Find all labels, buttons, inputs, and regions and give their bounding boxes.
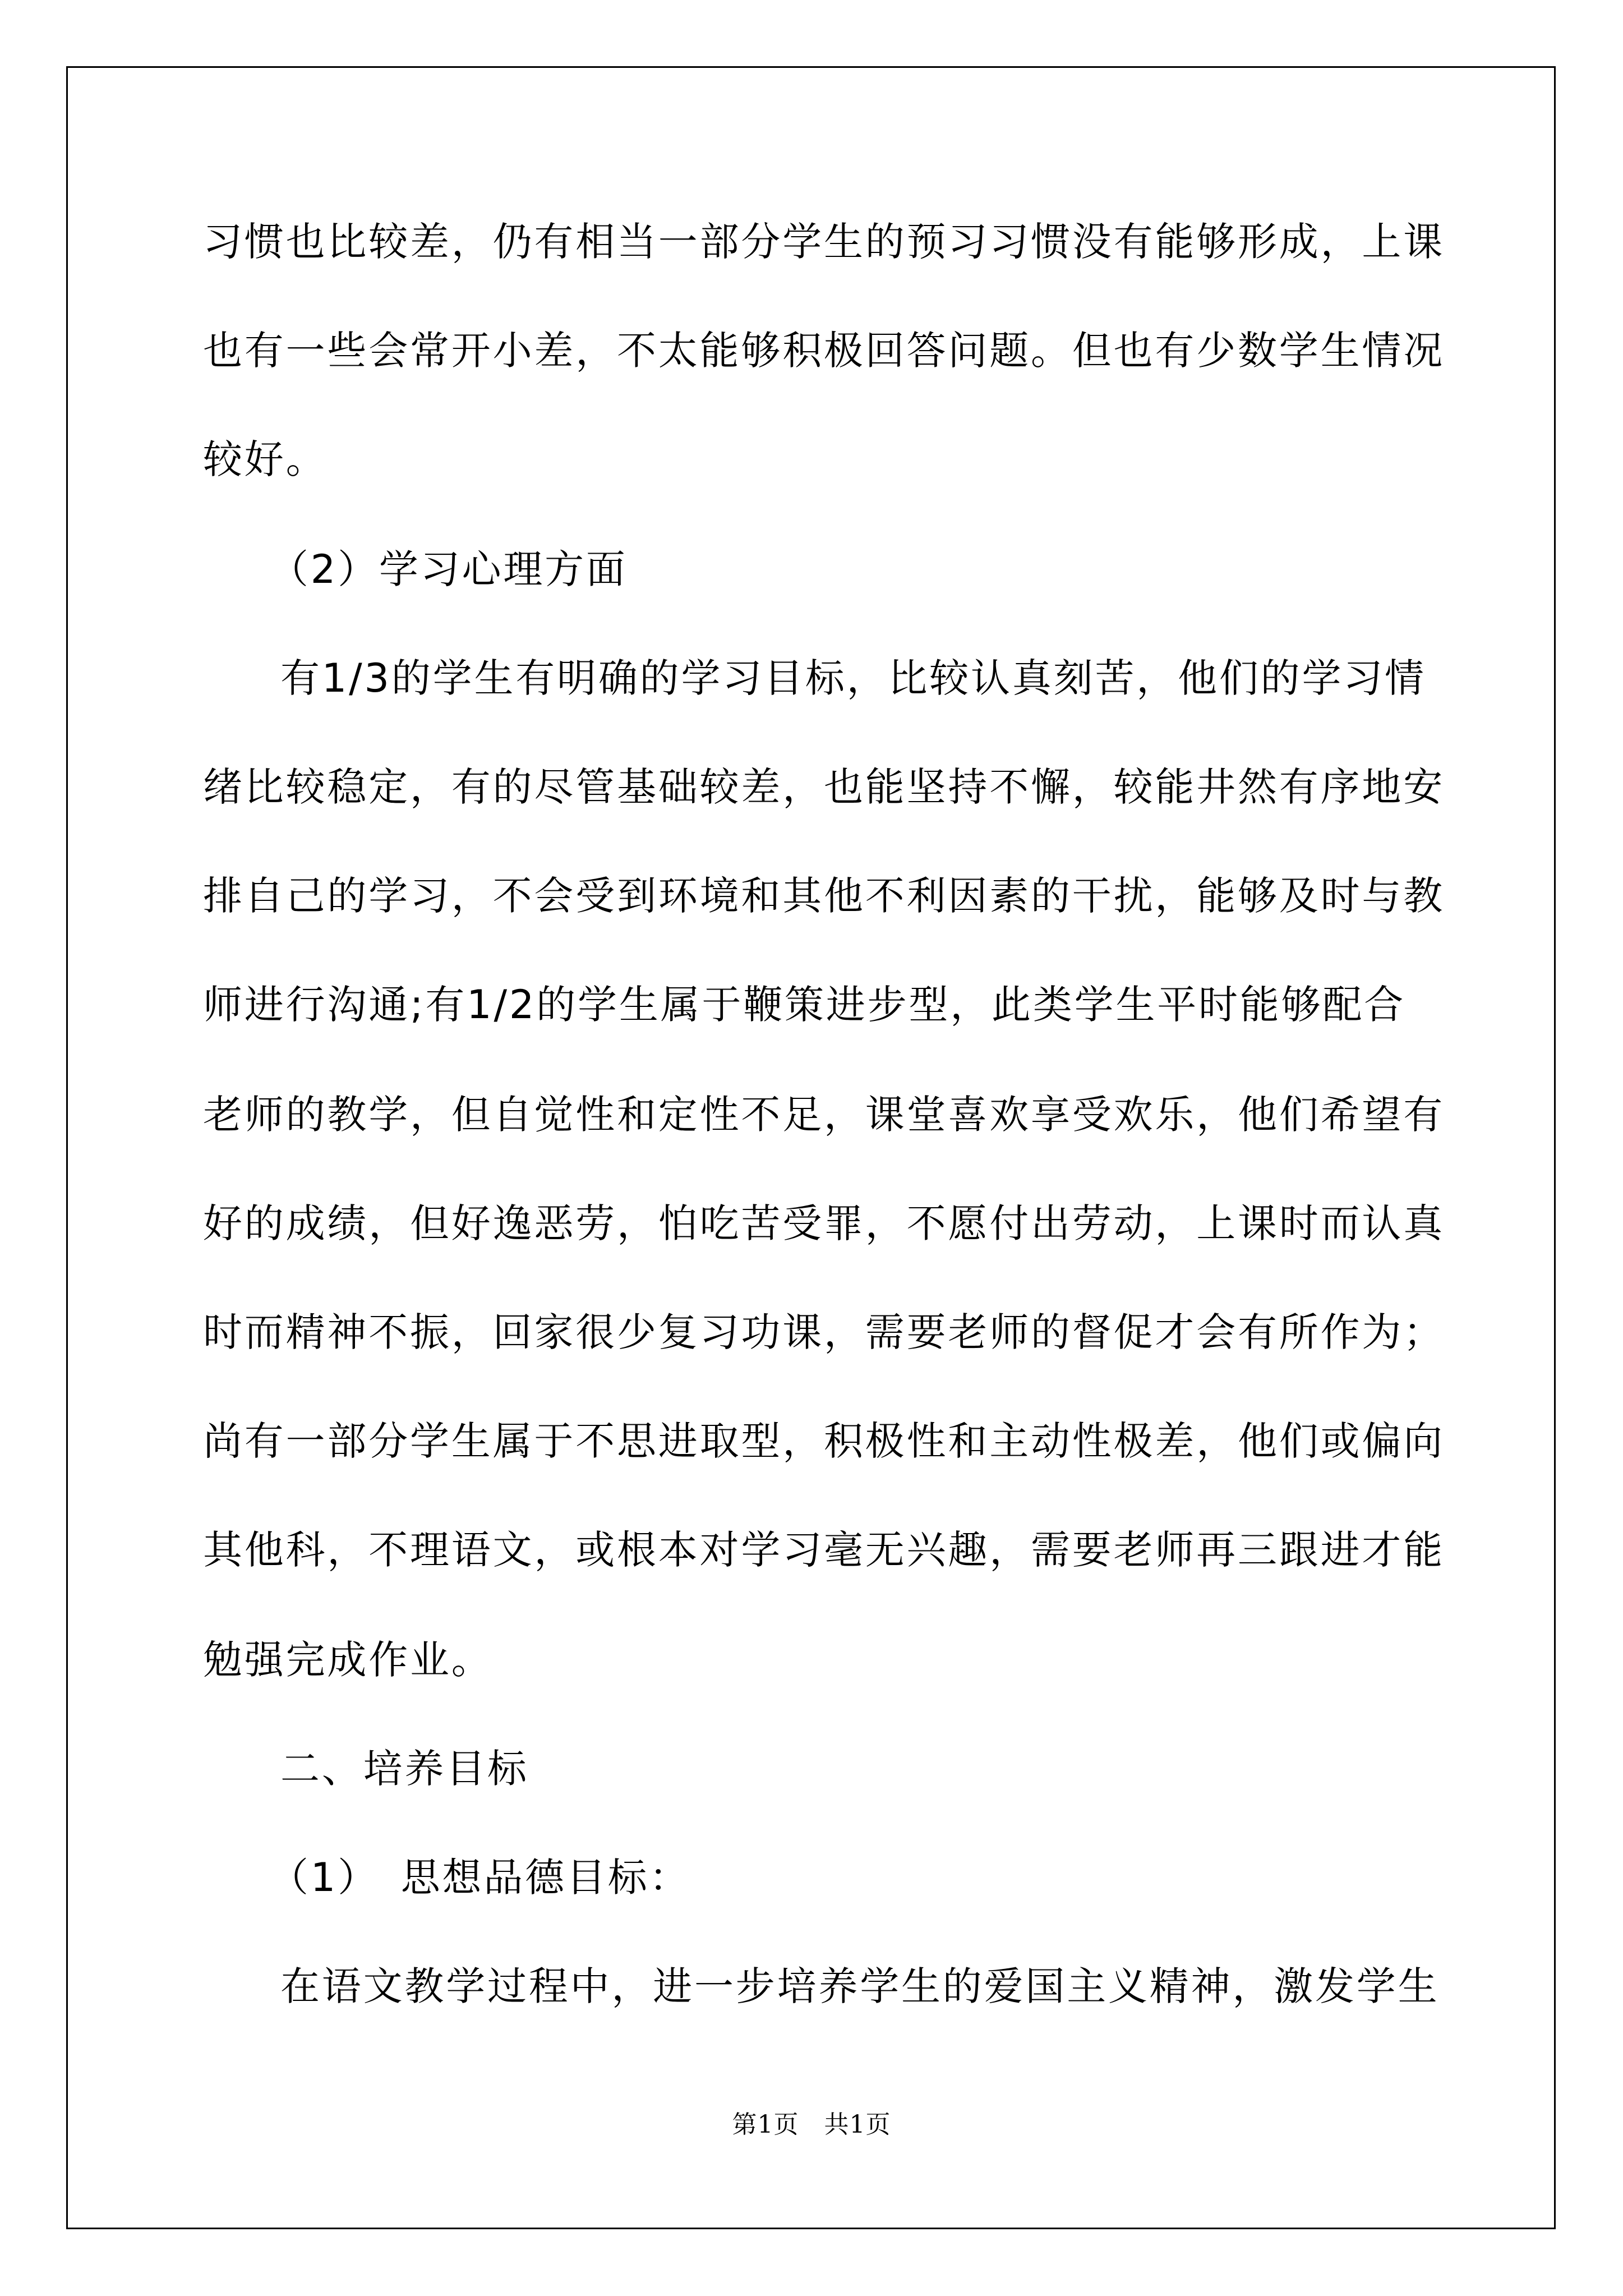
text-line: 时而精神不振，回家很少复习功课，需要老师的督促才会有所作为；: [203, 1309, 1445, 1355]
text-line: 其他科，不理语文，或根本对学习毫无兴趣，需要老师再三跟进才能: [203, 1527, 1445, 1573]
text-line: 老师的教学，但自觉性和定性不足，课堂喜欢享受欢乐，他们希望有: [203, 1092, 1445, 1138]
text-line: 在语文教学过程中，进一步培养学生的爱国主义精神，激发学生: [280, 1963, 1440, 2009]
section-heading: 二、培养目标: [280, 1746, 529, 1792]
text-line: 有1/3的学生有明确的学习目标，比较认真刻苦，他们的学习情: [280, 655, 1426, 701]
text-line: 绪比较稳定，有的尽管基础较差，也能坚持不懈，较能井然有序地安: [203, 764, 1445, 810]
text-line: 也有一些会常开小差，不太能够积极回答问题。但也有少数学生情况: [203, 328, 1445, 374]
text-line: 习惯也比较差，仍有相当一部分学生的预习习惯没有能够形成，上课: [203, 219, 1445, 265]
text-line: 好的成绩，但好逸恶劳，怕吃苦受罪，不愿付出劳动，上课时而认真: [203, 1200, 1445, 1246]
section-heading: （2）学习心理方面: [269, 546, 628, 592]
text-line: 尚有一部分学生属于不思进取型，积极性和主动性极差，他们或偏向: [203, 1418, 1445, 1464]
text-line: 较好。: [203, 436, 328, 482]
text-line: 师进行沟通;有1/2的学生属于鞭策进步型，此类学生平时能够配合: [203, 982, 1406, 1028]
subsection-heading: （1） 思想品德目标：: [269, 1855, 691, 1901]
text-line: 勉强完成作业。: [203, 1637, 493, 1683]
text-line: 排自己的学习，不会受到环境和其他不利因素的干扰，能够及时与教: [203, 873, 1445, 919]
page-footer: 第1页 共1页: [732, 2110, 891, 2139]
